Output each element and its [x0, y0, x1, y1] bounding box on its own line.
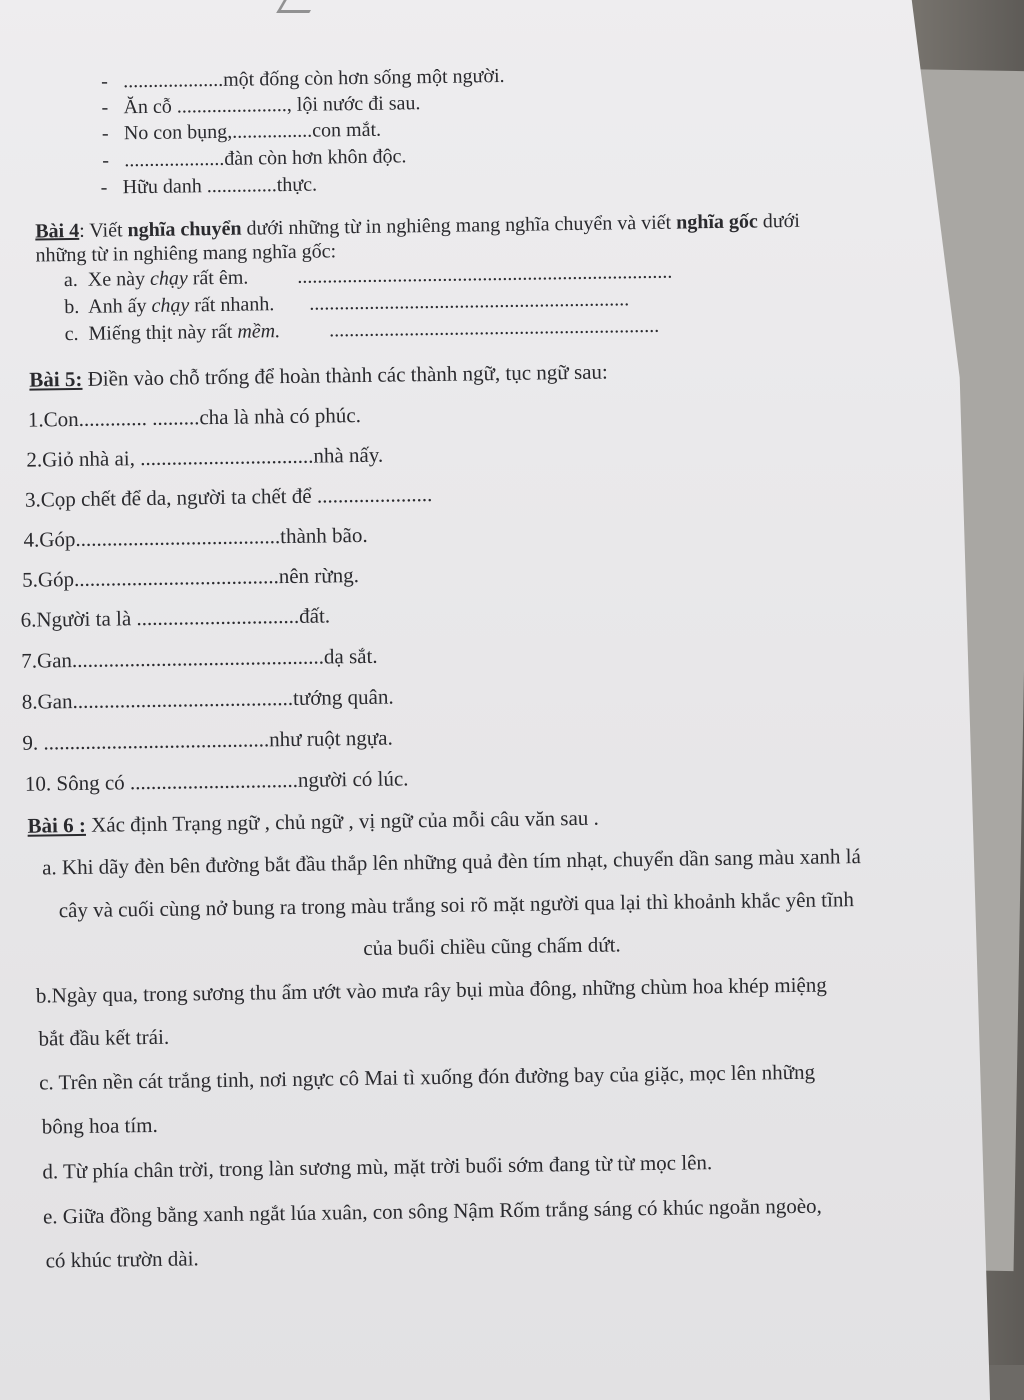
- bai4-heading-line2: những từ in nghiêng mang nghĩa gốc:: [35, 240, 337, 267]
- bai6-label: Bài 6 :: [27, 812, 87, 838]
- bai6-d-line1: d. Từ phía chân trời, trong làn sương mù, mặt trời buổi sớm đang từ từ mọc lên.: [42, 1150, 713, 1184]
- bai5-item-8: 8.Gan..........................................tướng quân.: [21, 684, 394, 714]
- bai5-item-2: 2.Giỏ nhà ai, .................................nhà nấy.: [26, 442, 384, 472]
- bai5-item-1: 1.Con............. .........cha là nhà có phúc.: [27, 403, 362, 432]
- bai6-b-line2: bắt đầu kết trái.: [38, 1024, 170, 1051]
- answer-line-b[interactable]: ................................................................: [309, 288, 630, 315]
- bai6-a-line3: của buổi chiều cũng chấm dứt.: [363, 932, 621, 961]
- proverb-line-3: - No con bụng,................con mắt.: [101, 118, 382, 145]
- bai4-item-b: b. Anh ấy chạy rất nhanh. ................................................................: [64, 288, 630, 319]
- proverb-line-5: - Hữu danh ..............thực.: [100, 173, 318, 199]
- bai5-item-4: 4.Góp.......................................thành bão.: [23, 522, 368, 552]
- bai5-item-5: 5.Góp.......................................nên rừng.: [21, 563, 360, 592]
- bai5-heading: Bài 5: Điền vào chỗ trống để hoàn thành các thành ngữ, tục ngữ sau:: [29, 359, 608, 392]
- proverb-line-1: - ....................một đống còn hơn sống một người.: [100, 64, 505, 93]
- bai6-e-line1: e. Giữa đồng bằng xanh ngắt lúa xuân, con sông Nậm Rốm trắng sáng có khúc ngoằn ngoèo,: [42, 1193, 822, 1229]
- bai6-a-line1: a. Khi dãy đèn bên đường bắt đầu thắp lên những quả đèn tím nhạt, chuyển dần sang màu xanh lá: [41, 844, 862, 880]
- bai5-item-9: 9. ...........................................như ruột ngựa.: [22, 725, 393, 755]
- bai6-heading: Bài 6 : Xác định Trạng ngữ , chủ ngữ , vị ngữ của mỗi câu văn sau .: [27, 805, 599, 838]
- answer-line-a[interactable]: ...........................................................................: [297, 260, 673, 288]
- answer-line-c[interactable]: ..................................................................: [329, 314, 660, 342]
- bai6-a-line2: cây và cuối cùng nở bung ra trong màu trắng soi rõ mặt người qua lại thì khoảnh khắc yên tĩnh: [58, 887, 855, 923]
- bai5-item-6: 6.Người ta là ...............................đất.: [20, 603, 331, 632]
- bai5-label: Bài 5:: [29, 366, 83, 392]
- bai6-e-line2: có khúc trườn dài.: [45, 1246, 199, 1273]
- bai4-label: Bài 4: [35, 219, 80, 243]
- bai4-item-c: c. Miếng thịt này rất mềm. ..................................................................: [64, 314, 660, 346]
- bai6-c-line2: bông hoa tím.: [41, 1112, 158, 1139]
- bai5-item-10: 10. Sông có ................................người có lúc.: [24, 766, 409, 796]
- bai5-item-7: 7.Gan................................................dạ sắt.: [21, 643, 378, 673]
- bai6-c-line1: c. Trên nền cát trắng tinh, nơi ngực cô Mai tì xuống đón đường bay của giặc, mọc lên những: [38, 1059, 816, 1095]
- bai5-item-3: 3.Cọp chết để da, người ta chết để ......................: [24, 482, 433, 512]
- proverb-line-4: - ....................đàn còn hơn khôn độc.: [102, 145, 407, 172]
- bai4-item-a: a. Xe này chạy rất êm. ...........................................................................: [63, 260, 673, 292]
- bai6-b-line1: b.Ngày qua, trong sương thu ẩm ướt vào mưa rây bụi mùa đông, những chùm hoa khép miệng: [35, 972, 827, 1008]
- proverb-line-2: - Ăn cỗ ......................, lội nước đi sau.: [101, 92, 421, 119]
- bai4-heading: Bài 4: Viết nghĩa chuyển dưới những từ in nghiêng mang nghĩa chuyển và viết nghĩa gốc dưới: [35, 209, 800, 243]
